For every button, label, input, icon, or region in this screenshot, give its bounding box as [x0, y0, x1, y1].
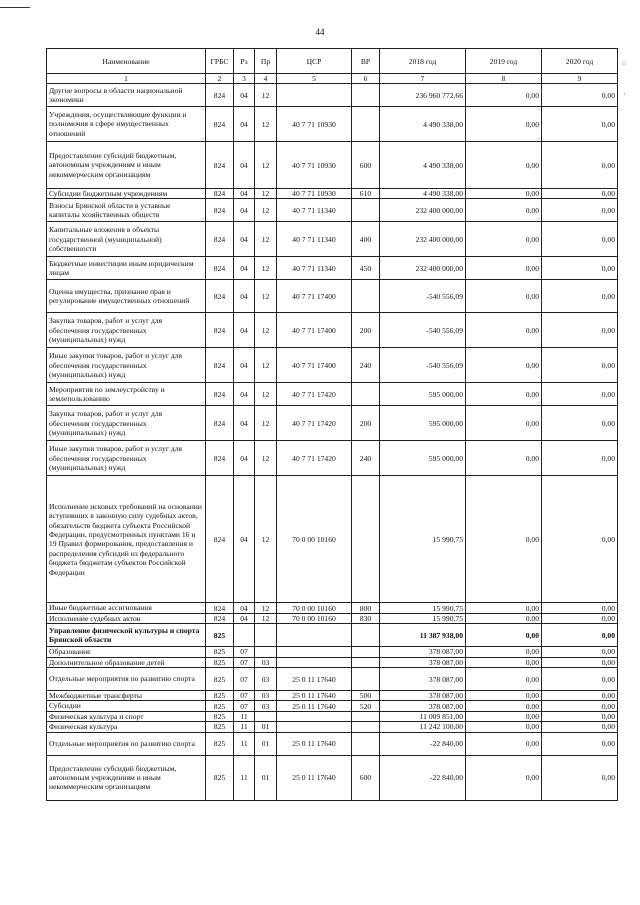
pr-cell: 12	[255, 476, 277, 603]
grbs-cell: 824	[206, 84, 234, 107]
rz-cell: 11	[234, 722, 255, 732]
rz-cell: 04	[234, 199, 255, 222]
amount-2018: 378 087,00	[380, 657, 466, 667]
grbs-cell: 825	[206, 755, 234, 800]
csr-cell: 40 7 71 10930	[277, 107, 352, 142]
amount-2020: 0,00	[542, 257, 618, 280]
grbs-cell: 824	[206, 613, 234, 623]
amount-2020: 0,00	[542, 199, 618, 222]
amount-2018: 378 087,00	[380, 701, 466, 711]
vr-cell: 500	[352, 691, 380, 701]
amount-2020: 0,00	[542, 657, 618, 667]
amount-2018: 236 960 772,66	[380, 84, 466, 107]
amount-2020: 0,00	[542, 603, 618, 613]
pr-cell: 12	[255, 313, 277, 348]
grbs-cell: 824	[206, 476, 234, 603]
amount-2020: 0,00	[542, 189, 618, 199]
vr-cell: 610	[352, 189, 380, 199]
vr-cell	[352, 711, 380, 721]
vr-cell: 240	[352, 441, 380, 476]
amount-2020: 0,00	[542, 476, 618, 603]
vr-cell: 800	[352, 603, 380, 613]
amount-2019: 0,00	[466, 755, 542, 800]
header-cell: ГРБС	[206, 49, 234, 74]
amount-2018: 15 990,75	[380, 613, 466, 623]
vr-cell: 520	[352, 701, 380, 711]
header-cell: ЦСР	[277, 49, 352, 74]
amount-2018: 378 087,00	[380, 647, 466, 657]
table-row	[47, 476, 618, 603]
amount-2019: 0,00	[466, 476, 542, 603]
csr-cell: 25 0 11 17640	[277, 691, 352, 701]
grbs-cell: 825	[206, 732, 234, 755]
amount-2019: 0,00	[466, 406, 542, 441]
row-name: Субсидии бюджетным учреждениям	[47, 189, 206, 199]
amount-2018: 595 000,00	[380, 406, 466, 441]
grbs-cell: 824	[206, 383, 234, 406]
csr-cell	[277, 711, 352, 721]
pr-cell: 12	[255, 257, 277, 280]
vr-cell	[352, 476, 380, 603]
grbs-cell: 824	[206, 107, 234, 142]
amount-2020: 0,00	[542, 348, 618, 383]
amount-2020: 0,00	[542, 280, 618, 313]
row-name: Физическая культура и спорт	[47, 711, 206, 721]
vr-cell	[352, 199, 380, 222]
column-number: 3	[234, 74, 255, 84]
table-row	[47, 657, 618, 667]
rz-cell: 11	[234, 732, 255, 755]
vr-cell	[352, 668, 380, 691]
vr-cell: 450	[352, 257, 380, 280]
csr-cell	[277, 84, 352, 107]
amount-2020: 0,00	[542, 313, 618, 348]
header-cell: Наименование	[47, 49, 206, 74]
header-cell: Пр	[255, 49, 277, 74]
vr-cell	[352, 280, 380, 313]
csr-cell: 40 7 71 10930	[277, 189, 352, 199]
amount-2018: 15 990,75	[380, 476, 466, 603]
grbs-cell: 825	[206, 722, 234, 732]
amount-2020: 0,00	[542, 755, 618, 800]
pr-cell: 03	[255, 668, 277, 691]
amount-2020: 0,00	[542, 84, 618, 107]
column-number: 4	[255, 74, 277, 84]
amount-2019: 0,00	[466, 222, 542, 257]
column-number: 9	[542, 74, 618, 84]
margin-mark: '	[624, 92, 626, 100]
row-name: Бюджетные инвестиции иным юридическим лицам	[47, 257, 206, 280]
row-name: Отдельные мероприятия по развитию спорта	[47, 668, 206, 691]
vr-cell	[352, 84, 380, 107]
rz-cell: 04	[234, 441, 255, 476]
amount-2018: 595 000,00	[380, 441, 466, 476]
rz-cell: 07	[234, 691, 255, 701]
rz-cell: 04	[234, 348, 255, 383]
pr-cell: 03	[255, 701, 277, 711]
vr-cell: 600	[352, 142, 380, 189]
vr-cell: 830	[352, 613, 380, 623]
amount-2020: 0,00	[542, 647, 618, 657]
row-name: Исполнение исковых требований на основании вступивших в законную силу судебных актов, обязательств бюджета субъекта Российской Федерации, предусмотренных пунктами 16 и 19 Правил формирования, предоставления и распределения субсидий из федерального бюджета бюджетам субъектов Российской Федерации	[47, 476, 206, 603]
row-name: Иные закупки товаров, работ и услуг для обеспечения государственных (муниципальных) нужд	[47, 348, 206, 383]
amount-2019: 0,00	[466, 624, 542, 647]
csr-cell: 40 7 71 17400	[277, 280, 352, 313]
rz-cell: 07	[234, 668, 255, 691]
amount-2020: 0,00	[542, 668, 618, 691]
rz-cell: 07	[234, 701, 255, 711]
grbs-cell: 824	[206, 313, 234, 348]
csr-cell: 40 7 71 17420	[277, 406, 352, 441]
amount-2018: 378 087,00	[380, 668, 466, 691]
table-row	[47, 755, 618, 800]
column-number: 2	[206, 74, 234, 84]
rz-cell: 11	[234, 711, 255, 721]
amount-2020: 0,00	[542, 722, 618, 732]
grbs-cell: 825	[206, 668, 234, 691]
header-cell: 2020 год	[542, 49, 618, 74]
table-row	[47, 732, 618, 755]
grbs-cell: 824	[206, 348, 234, 383]
csr-cell: 25 0 11 17640	[277, 755, 352, 800]
csr-cell: 25 0 11 17640	[277, 668, 352, 691]
csr-cell: 40 7 71 11340	[277, 222, 352, 257]
amount-2019: 0,00	[466, 711, 542, 721]
column-number: 5	[277, 74, 352, 84]
table-row	[47, 722, 618, 732]
table-row	[47, 647, 618, 657]
row-name: Управление физической культуры и спорта Брянской области	[47, 624, 206, 647]
amount-2018: 15 990,75	[380, 603, 466, 613]
csr-cell: 25 0 11 17640	[277, 732, 352, 755]
table-row	[47, 348, 618, 383]
table-row	[47, 189, 618, 199]
csr-cell: 70 0 00 10160	[277, 476, 352, 603]
pr-cell: 12	[255, 441, 277, 476]
grbs-cell: 824	[206, 199, 234, 222]
rz-cell: 04	[234, 406, 255, 441]
rz-cell: 04	[234, 476, 255, 603]
rz-cell: 11	[234, 755, 255, 800]
table-row	[47, 84, 618, 107]
pr-cell: 12	[255, 348, 277, 383]
amount-2019: 0,00	[466, 383, 542, 406]
pr-cell: 12	[255, 107, 277, 142]
grbs-cell: 825	[206, 711, 234, 721]
amount-2019: 0,00	[466, 657, 542, 667]
row-name: Мероприятия по землеустройству и землепользованию	[47, 383, 206, 406]
table-row	[47, 199, 618, 222]
table-row	[47, 222, 618, 257]
pr-cell: 12	[255, 142, 277, 189]
pr-cell: 01	[255, 732, 277, 755]
csr-cell	[277, 624, 352, 647]
vr-cell	[352, 383, 380, 406]
grbs-cell: 824	[206, 441, 234, 476]
csr-cell	[277, 657, 352, 667]
amount-2019: 0,00	[466, 668, 542, 691]
amount-2018: -540 556,09	[380, 313, 466, 348]
budget-table	[46, 48, 618, 801]
amount-2019: 0,00	[466, 142, 542, 189]
row-name: Иные закупки товаров, работ и услуг для обеспечения государственных (муниципальных) нужд	[47, 441, 206, 476]
header-cell: Рз	[234, 49, 255, 74]
vr-cell	[352, 732, 380, 755]
amount-2019: 0,00	[466, 603, 542, 613]
column-number: 1	[47, 74, 206, 84]
amount-2019: 0,00	[466, 84, 542, 107]
pr-cell: 12	[255, 280, 277, 313]
pr-cell: 12	[255, 406, 277, 441]
header-cell: ВР	[352, 49, 380, 74]
margin-mark: =	[622, 60, 626, 68]
pr-cell	[255, 711, 277, 721]
row-name: Предоставление субсидий бюджетным, автономным учреждениям и иным некоммерческим организациям	[47, 142, 206, 189]
table-row	[47, 406, 618, 441]
amount-2018: 232 400 000,00	[380, 222, 466, 257]
vr-cell	[352, 647, 380, 657]
amount-2018: -540 556,09	[380, 280, 466, 313]
amount-2019: 0,00	[466, 107, 542, 142]
table-row	[47, 107, 618, 142]
amount-2019: 0,00	[466, 722, 542, 732]
table-row	[47, 441, 618, 476]
amount-2020: 0,00	[542, 406, 618, 441]
column-number: 7	[380, 74, 466, 84]
amount-2018: -540 556,09	[380, 348, 466, 383]
vr-cell: 200	[352, 406, 380, 441]
row-name: Иные бюджетные ассигнования	[47, 603, 206, 613]
vr-cell	[352, 657, 380, 667]
grbs-cell: 824	[206, 603, 234, 613]
vr-cell	[352, 722, 380, 732]
csr-cell: 40 7 71 10930	[277, 142, 352, 189]
rz-cell: 04	[234, 84, 255, 107]
pr-cell: 12	[255, 84, 277, 107]
amount-2018: 4 490 338,00	[380, 107, 466, 142]
row-name: Закупка товаров, работ и услуг для обеспечения государственных (муниципальных) нужд	[47, 313, 206, 348]
grbs-cell: 824	[206, 142, 234, 189]
table-row	[47, 603, 618, 613]
grbs-cell: 825	[206, 647, 234, 657]
table-row	[47, 668, 618, 691]
row-name: Отдельные мероприятия по развитию спорта	[47, 732, 206, 755]
grbs-cell: 824	[206, 189, 234, 199]
csr-cell	[277, 722, 352, 732]
amount-2018: 4 490 338,00	[380, 189, 466, 199]
grbs-cell: 825	[206, 691, 234, 701]
table-row	[47, 691, 618, 701]
rz-cell	[234, 624, 255, 647]
amount-2018: 232 400 000,00	[380, 199, 466, 222]
row-name: Взносы Брянской области в уставные капиталы хозяйственных обществ	[47, 199, 206, 222]
row-name: Образование	[47, 647, 206, 657]
amount-2018: 11 387 938,00	[380, 624, 466, 647]
csr-cell: 40 7 71 17420	[277, 441, 352, 476]
amount-2018: -22 840,00	[380, 755, 466, 800]
csr-cell: 70 0 00 10160	[277, 613, 352, 623]
amount-2019: 0,00	[466, 701, 542, 711]
amount-2019: 0,00	[466, 199, 542, 222]
pr-cell: 12	[255, 383, 277, 406]
pr-cell: 12	[255, 603, 277, 613]
amount-2019: 0,00	[466, 257, 542, 280]
amount-2019: 0,00	[466, 647, 542, 657]
csr-cell: 40 7 71 11340	[277, 257, 352, 280]
vr-cell: 600	[352, 755, 380, 800]
rz-cell: 04	[234, 222, 255, 257]
amount-2020: 0,00	[542, 222, 618, 257]
pr-cell	[255, 624, 277, 647]
rz-cell: 04	[234, 142, 255, 189]
pr-cell: 03	[255, 657, 277, 667]
table-row	[47, 613, 618, 623]
rz-cell: 04	[234, 107, 255, 142]
amount-2020: 0,00	[542, 624, 618, 647]
grbs-cell: 825	[206, 624, 234, 647]
vr-cell: 200	[352, 313, 380, 348]
csr-cell: 40 7 71 11340	[277, 199, 352, 222]
amount-2018: 11 009 851,00	[380, 711, 466, 721]
rz-cell: 04	[234, 603, 255, 613]
amount-2019: 0,00	[466, 441, 542, 476]
table-row	[47, 142, 618, 189]
grbs-cell: 824	[206, 406, 234, 441]
table-row	[47, 257, 618, 280]
column-number: 6	[352, 74, 380, 84]
table-body	[47, 84, 618, 801]
rz-cell: 07	[234, 647, 255, 657]
row-name: Капитальные вложения в объекты государственной (муниципальной) собственности	[47, 222, 206, 257]
row-name: Исполнение судебных актов	[47, 613, 206, 623]
header-cell: 2018 год	[380, 49, 466, 74]
amount-2019: 0,00	[466, 280, 542, 313]
row-name: Учреждения, осуществляющие функции и полномочия в сфере имущественных отношений	[47, 107, 206, 142]
rz-cell: 04	[234, 189, 255, 199]
amount-2020: 0,00	[542, 441, 618, 476]
amount-2020: 0,00	[542, 613, 618, 623]
row-name: Дополнительное образование детей	[47, 657, 206, 667]
vr-cell: 240	[352, 348, 380, 383]
vr-cell	[352, 624, 380, 647]
row-name: Субсидии	[47, 701, 206, 711]
amount-2018: 378 087,00	[380, 691, 466, 701]
amount-2019: 0,00	[466, 613, 542, 623]
column-number-row	[47, 74, 618, 84]
pr-cell: 03	[255, 691, 277, 701]
vr-cell	[352, 107, 380, 142]
row-name: Предоставление субсидий бюджетным, автономным учреждениям и иным некоммерческим организациям	[47, 755, 206, 800]
csr-cell: 25 0 11 17640	[277, 701, 352, 711]
row-name: Оценка имущества, признание прав и регулирование имущественных отношений	[47, 280, 206, 313]
grbs-cell: 824	[206, 257, 234, 280]
table-row	[47, 701, 618, 711]
pr-cell	[255, 647, 277, 657]
top-edge-rule	[0, 7, 30, 8]
pr-cell: 12	[255, 189, 277, 199]
pr-cell: 12	[255, 613, 277, 623]
table-row	[47, 313, 618, 348]
pr-cell: 12	[255, 199, 277, 222]
amount-2019: 0,00	[466, 189, 542, 199]
amount-2019: 0,00	[466, 691, 542, 701]
rz-cell: 04	[234, 257, 255, 280]
pr-cell: 12	[255, 222, 277, 257]
csr-cell: 40 7 71 17400	[277, 313, 352, 348]
amount-2018: 4 490 338,00	[380, 142, 466, 189]
rz-cell: 04	[234, 280, 255, 313]
amount-2019: 0,00	[466, 732, 542, 755]
amount-2018: 232 400 000,00	[380, 257, 466, 280]
pr-cell: 01	[255, 755, 277, 800]
table-header-row	[47, 49, 618, 74]
csr-cell: 40 7 71 17420	[277, 383, 352, 406]
amount-2020: 0,00	[542, 383, 618, 406]
vr-cell: 400	[352, 222, 380, 257]
rz-cell: 04	[234, 613, 255, 623]
grbs-cell: 825	[206, 701, 234, 711]
table-row	[47, 280, 618, 313]
rz-cell: 04	[234, 383, 255, 406]
grbs-cell: 824	[206, 222, 234, 257]
column-number: 8	[466, 74, 542, 84]
csr-cell	[277, 647, 352, 657]
grbs-cell: 825	[206, 657, 234, 667]
table-row	[47, 624, 618, 647]
csr-cell: 40 7 71 17400	[277, 348, 352, 383]
amount-2018: -22 840,00	[380, 732, 466, 755]
amount-2020: 0,00	[542, 701, 618, 711]
table-row	[47, 383, 618, 406]
rz-cell: 07	[234, 657, 255, 667]
amount-2020: 0,00	[542, 107, 618, 142]
row-name: Закупка товаров, работ и услуг для обеспечения государственных (муниципальных) нужд	[47, 406, 206, 441]
amount-2019: 0,00	[466, 348, 542, 383]
row-name: Физическая культура	[47, 722, 206, 732]
page-number: 44	[315, 27, 325, 37]
amount-2020: 0,00	[542, 142, 618, 189]
amount-2020: 0,00	[542, 711, 618, 721]
amount-2018: 595 000,00	[380, 383, 466, 406]
header-cell: 2019 год	[466, 49, 542, 74]
amount-2019: 0,00	[466, 313, 542, 348]
amount-2020: 0,00	[542, 732, 618, 755]
rz-cell: 04	[234, 313, 255, 348]
grbs-cell: 824	[206, 280, 234, 313]
amount-2020: 0,00	[542, 691, 618, 701]
csr-cell: 70 0 00 10160	[277, 603, 352, 613]
row-name: Другие вопросы в области национальной экономики	[47, 84, 206, 107]
amount-2018: 11 242 100,00	[380, 722, 466, 732]
row-name: Межбюджетные трансферты	[47, 691, 206, 701]
pr-cell: 01	[255, 722, 277, 732]
table-row	[47, 711, 618, 721]
